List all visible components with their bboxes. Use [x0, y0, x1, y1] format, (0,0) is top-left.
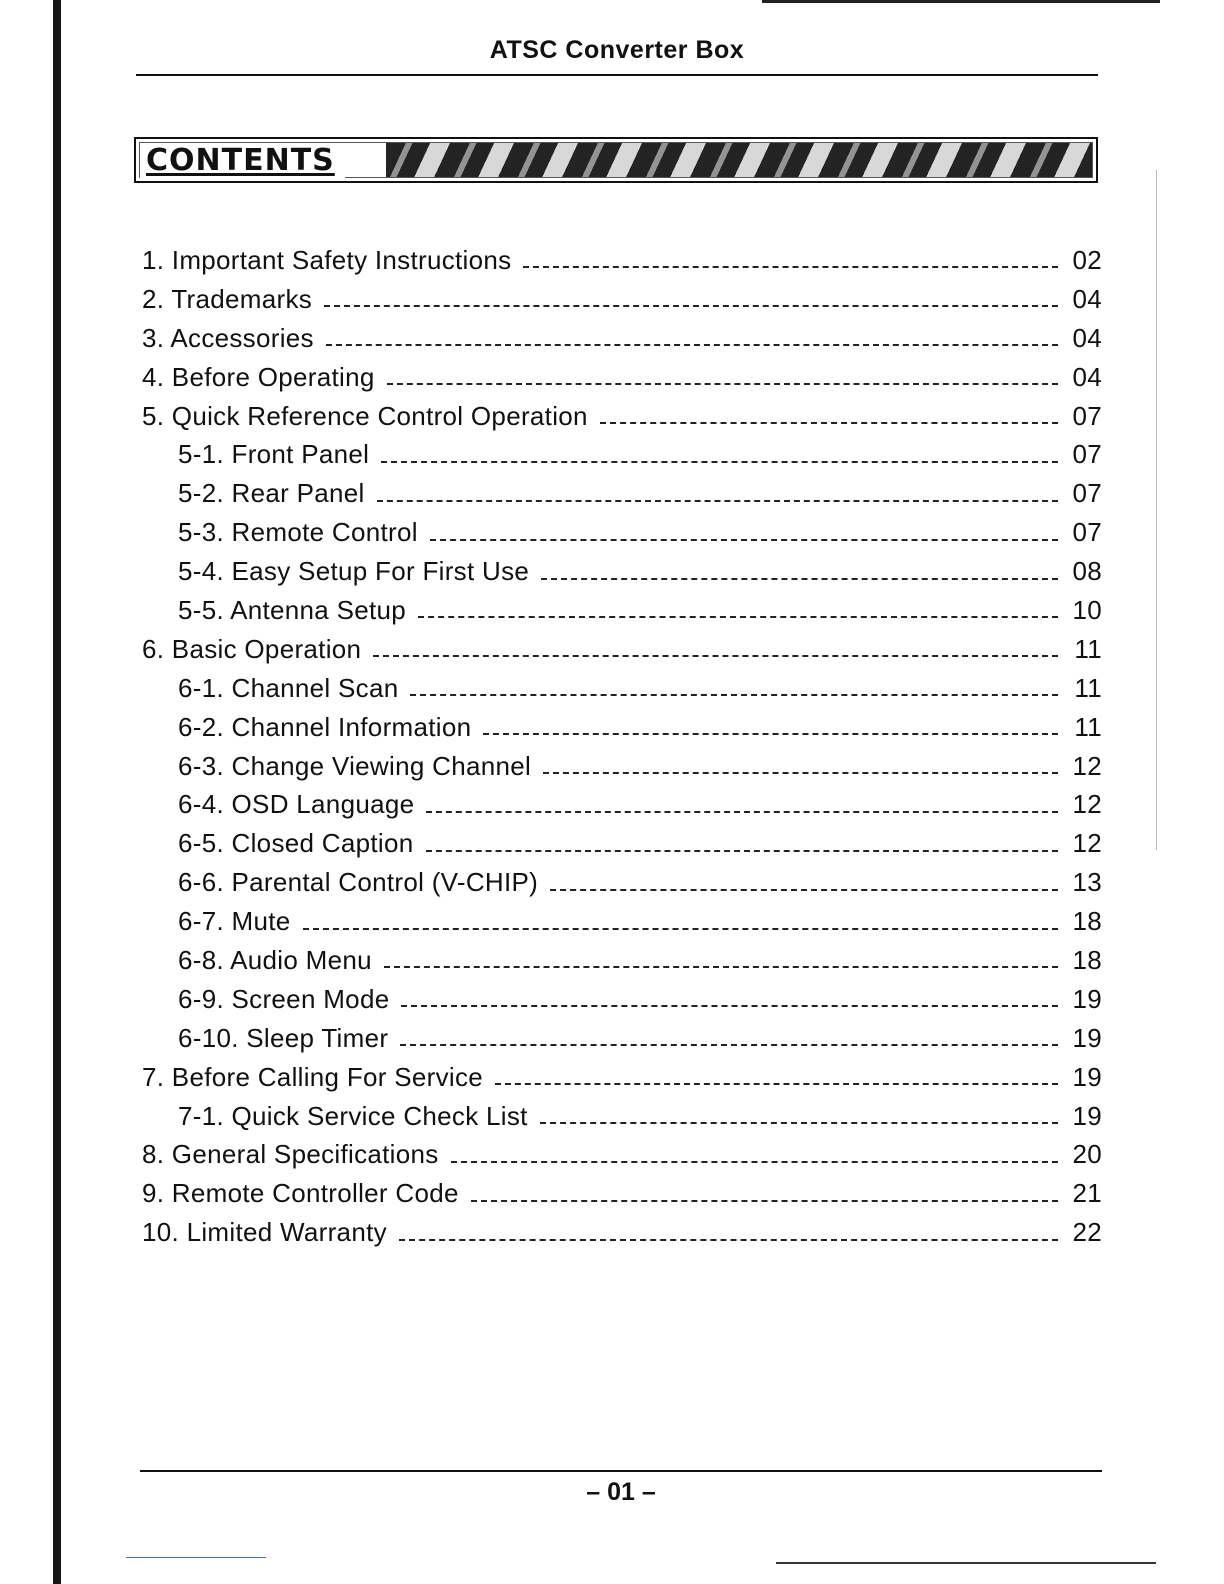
toc-dot-leader	[540, 1122, 1058, 1124]
toc-entry[interactable]	[142, 634, 1102, 673]
toc-entry-page: 19	[1072, 1061, 1102, 1092]
toc-entry-label: 7. Before Calling For Service	[142, 1061, 484, 1092]
toc-dot-leader	[326, 344, 1058, 346]
scan-artifact-line	[126, 1557, 266, 1558]
toc-entry-label: 9. Remote Controller Code	[142, 1178, 459, 1209]
toc-entry-page: 19	[1072, 1022, 1102, 1053]
toc-entry-label: 7-1. Quick Service Check List	[178, 1100, 528, 1131]
toc-entry-page: 11	[1074, 633, 1102, 664]
toc-entry-label: 6-2. Channel Information	[178, 711, 472, 742]
toc-entry[interactable]	[142, 478, 1102, 517]
scan-edge-right	[1156, 170, 1157, 850]
toc-dot-leader	[430, 539, 1058, 541]
banner-decorative-pattern	[386, 143, 1092, 177]
toc-entry-page: 10	[1072, 595, 1102, 626]
toc-dot-leader	[523, 266, 1058, 268]
toc-dot-leader	[410, 694, 1058, 696]
toc-entry-label: 6-10. Sleep Timer	[178, 1022, 389, 1053]
contents-banner	[134, 137, 1098, 183]
toc-entry-label: 6-4. OSD Language	[178, 789, 415, 820]
toc-entry-label: 8. General Specifications	[142, 1139, 439, 1170]
contents-title: CONTENTS	[140, 143, 345, 179]
toc-entry[interactable]	[142, 906, 1102, 945]
toc-entry[interactable]	[142, 284, 1102, 323]
toc-entry-page: 07	[1072, 478, 1102, 509]
toc-entry-label: 5-1. Front Panel	[178, 439, 370, 470]
toc-dot-leader	[543, 772, 1058, 774]
toc-dot-leader	[541, 578, 1058, 580]
toc-entry-page: 12	[1072, 750, 1102, 781]
toc-dot-leader	[483, 733, 1058, 735]
toc-dot-leader	[373, 655, 1058, 657]
toc-entry-page: 07	[1072, 439, 1102, 470]
toc-entry[interactable]	[142, 439, 1102, 478]
header-divider	[136, 74, 1098, 76]
toc-entry[interactable]	[142, 712, 1102, 751]
toc-entry-page: 22	[1072, 1217, 1102, 1248]
toc-entry[interactable]	[142, 1139, 1102, 1178]
toc-entry-label: 3. Accessories	[142, 322, 314, 353]
toc-entry-page: 02	[1072, 245, 1102, 275]
toc-entry[interactable]	[142, 556, 1102, 595]
toc-dot-leader	[451, 1161, 1058, 1163]
toc-dot-leader	[324, 305, 1058, 307]
table-of-contents	[142, 245, 1102, 1256]
toc-entry-label: 10. Limited Warranty	[142, 1217, 387, 1248]
toc-dot-leader	[381, 461, 1058, 463]
toc-entry-page: 04	[1072, 283, 1102, 314]
toc-dot-leader	[377, 500, 1058, 502]
toc-entry-label: 5-4. Easy Setup For First Use	[178, 556, 530, 587]
toc-entry[interactable]	[142, 867, 1102, 906]
toc-dot-leader	[495, 1083, 1058, 1085]
toc-entry-page: 04	[1072, 361, 1102, 392]
toc-entry-label: 6-1. Channel Scan	[178, 672, 399, 703]
toc-entry-label: 2. Trademarks	[142, 283, 313, 314]
toc-dot-leader	[600, 422, 1058, 424]
toc-entry-label: 6-6. Parental Control (V-CHIP)	[178, 867, 539, 898]
toc-entry-page: 11	[1074, 711, 1102, 742]
toc-entry[interactable]	[142, 517, 1102, 556]
toc-entry-page: 07	[1072, 517, 1102, 548]
toc-entry[interactable]	[142, 1062, 1102, 1101]
toc-dot-leader	[384, 966, 1058, 968]
toc-entry[interactable]	[142, 789, 1102, 828]
toc-entry-page: 12	[1072, 789, 1102, 820]
toc-entry[interactable]	[142, 751, 1102, 790]
toc-entry-label: 5-2. Rear Panel	[178, 478, 365, 509]
toc-dot-leader	[387, 383, 1058, 385]
toc-entry-page: 19	[1072, 1100, 1102, 1131]
toc-dot-leader	[400, 1044, 1058, 1046]
toc-entry[interactable]	[142, 828, 1102, 867]
toc-entry-label: 6-8. Audio Menu	[178, 945, 372, 976]
toc-entry[interactable]	[142, 984, 1102, 1023]
scan-edge-top	[762, 0, 1160, 3]
toc-entry-page: 21	[1072, 1178, 1102, 1209]
toc-entry[interactable]	[142, 362, 1102, 401]
toc-entry-label: 1. Important Safety Instructions	[142, 245, 512, 275]
toc-dot-leader	[426, 811, 1058, 813]
toc-entry[interactable]	[142, 323, 1102, 362]
toc-entry[interactable]	[142, 595, 1102, 634]
toc-entry-label: 5-5. Antenna Setup	[178, 595, 407, 626]
toc-entry[interactable]	[142, 401, 1102, 440]
toc-entry-page: 12	[1072, 828, 1102, 859]
toc-entry[interactable]	[142, 245, 1102, 284]
page-number: – 01 –	[586, 1478, 656, 1506]
toc-entry[interactable]	[142, 673, 1102, 712]
toc-entry[interactable]	[142, 1178, 1102, 1217]
toc-entry[interactable]	[142, 1101, 1102, 1140]
scan-artifact-line	[776, 1562, 1156, 1564]
toc-entry-page: 18	[1072, 906, 1102, 937]
toc-entry[interactable]	[142, 1023, 1102, 1062]
toc-entry-page: 11	[1074, 672, 1102, 703]
toc-dot-leader	[550, 889, 1058, 891]
toc-dot-leader	[418, 616, 1058, 618]
toc-entry-page: 20	[1072, 1139, 1102, 1170]
toc-entry-label: 6-9. Screen Mode	[178, 983, 390, 1014]
toc-dot-leader	[401, 1005, 1058, 1007]
toc-entry-label: 6-3. Change Viewing Channel	[178, 750, 532, 781]
toc-entry-label: 6-5. Closed Caption	[178, 828, 414, 859]
toc-entry-page: 13	[1072, 867, 1102, 898]
toc-entry-page: 19	[1072, 983, 1102, 1014]
toc-entry-label: 6-7. Mute	[178, 906, 291, 937]
toc-dot-leader	[471, 1200, 1058, 1202]
toc-dot-leader	[303, 928, 1058, 930]
toc-entry-page: 04	[1072, 322, 1102, 353]
toc-entry-label: 6. Basic Operation	[142, 633, 362, 664]
scan-edge-left	[53, 0, 61, 1584]
toc-entry-label: 5-3. Remote Control	[178, 517, 418, 548]
toc-entry-label: 4. Before Operating	[142, 361, 375, 392]
toc-entry[interactable]	[142, 1217, 1102, 1256]
toc-dot-leader	[426, 850, 1059, 852]
footer-divider	[140, 1470, 1102, 1472]
toc-entry-page: 08	[1072, 556, 1102, 587]
toc-entry[interactable]	[142, 945, 1102, 984]
toc-dot-leader	[399, 1239, 1058, 1241]
toc-entry-label: 5. Quick Reference Control Operation	[142, 400, 588, 431]
page-header-title: ATSC Converter Box	[489, 36, 745, 64]
toc-entry-page: 18	[1072, 945, 1102, 976]
toc-entry-page: 07	[1072, 400, 1102, 431]
